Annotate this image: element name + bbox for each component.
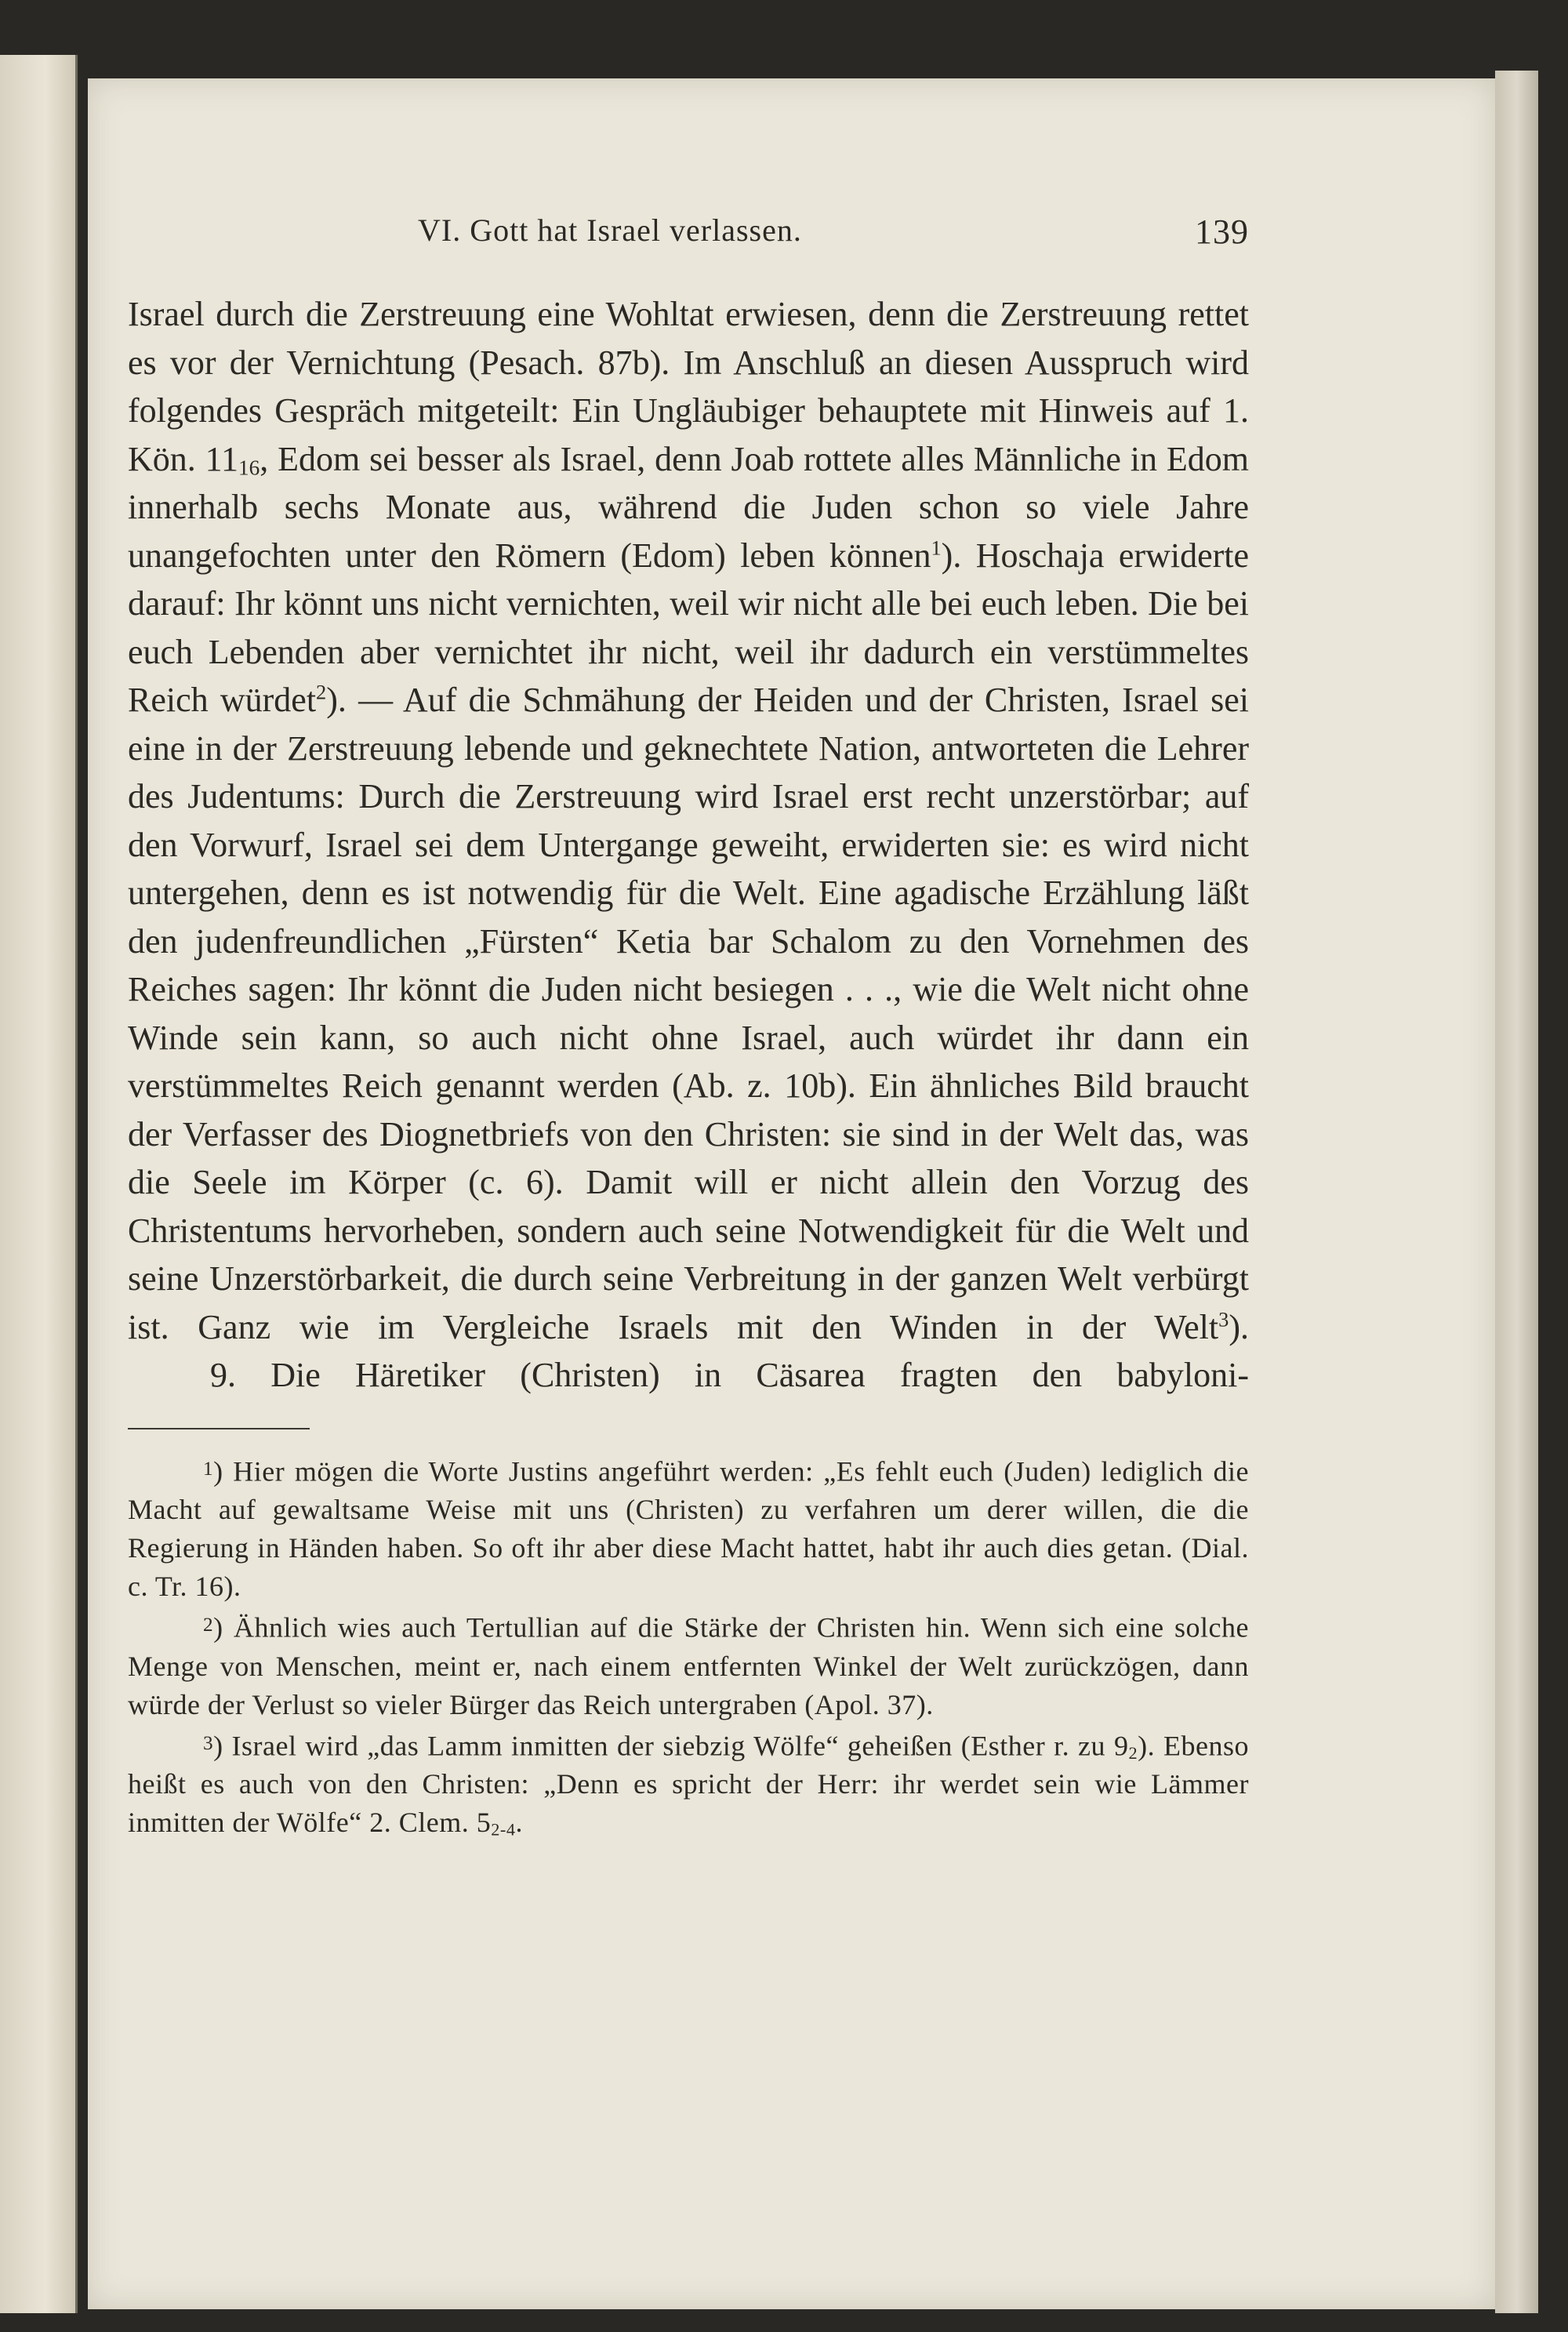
paragraph-1-part-e: ). <box>1229 1307 1249 1346</box>
footnote-1-mark: 1 <box>203 1458 214 1480</box>
verse-subscript: 16 <box>238 455 260 479</box>
footnote-3-text-a: ) Israel wird „das Lamm inmitten der siebzig Wölfe“ geheißen (Esther r. zu 9 <box>213 1730 1129 1762</box>
page-number: 139 <box>1195 212 1249 251</box>
footnote-3-subscript-a: 2 <box>1128 1742 1138 1763</box>
paragraph-1-part-b: , Edom sei besser als Israel, denn Joab rottete alles Männliche in Edom innerhalb sechs Monate aus, während die Juden schon so viele Jahre unangefochten unter den Römern (Edom) leben können <box>128 439 1249 575</box>
page-stack-edge <box>1495 71 1538 2313</box>
footnote-3-subscript-b: 2-4 <box>491 1819 516 1840</box>
page-content <box>128 212 1249 1842</box>
footnote-2-text: ) Ähnlich wies auch Tertullian auf die Stärke der Christen hin. Wenn sich eine solche Menge von Menschen, meint er, nach einem entfernten Winkel der Welt zurückzögen, dann würde der Verlust so vieler Bürger das Reich untergraben (Apol. 37). <box>128 1611 1249 1720</box>
footnote-3-mark: 3 <box>203 1732 214 1754</box>
running-title: VI. Gott hat Israel verlassen. <box>418 212 802 248</box>
running-header <box>128 212 1249 259</box>
footnote-ref-3: 3 <box>1218 1306 1229 1331</box>
footnote-2 <box>128 1606 1249 1724</box>
footnote-ref-1: 1 <box>931 535 942 559</box>
footnote-1-text: ) Hier mögen die Worte Justins angeführt werden: „Es fehlt euch (Juden) lediglich die Macht auf gewaltsame Weise mit uns (Christen) zu verfahren um derer willen, die die Regierung in Händen haben. So oft ihr aber diese Macht hattet, habt ihr auch dies getan. (Dial. c. Tr. 16). <box>128 1455 1249 1603</box>
paragraph-2: 9. Die Häretiker (Christen) in Cäsarea fragten den babyloni- <box>210 1356 1249 1394</box>
footnote-1 <box>128 1450 1249 1607</box>
footnote-ref-2: 2 <box>316 680 327 704</box>
paragraph-1-part-c: ). Hoschaja erwiderte darauf: Ihr könnt uns nicht vernichten, weil wir nicht alle bei euch leben. Die bei euch Lebenden aber vernichtet ihr nicht, weil ihr dadurch ein verstümmeltes Reich würdet <box>128 536 1250 719</box>
footnote-2-mark: 2 <box>203 1615 214 1636</box>
footnote-3-text-c: . <box>515 1807 523 1839</box>
paragraph-1 <box>128 290 1249 1351</box>
paragraph-1-part-a: Israel durch die Zerstreuung eine Wohltat erwiesen, denn die Zerstreuung rettet es vor der Vernichtung (Pesach. 87b). Im Anschluß an diesen Ausspruch wird folgendes Gespräch mitgeteilt: Ein Ungläubiger behauptete mit Hinweis auf 1. Kön. 11 <box>128 295 1249 478</box>
paragraph-1-part-d: ). — Auf die Schmähung der Heiden und der Christen, Israel sei eine in der Zerstreuung lebende und geknechtete Nation, antworteten die Lehrer des Judentums: Durch die Zerstreuung wird Israel erst recht unzerstörbar; auf den Vorwurf, Israel sei dem Untergange geweiht, erwiderten sie: es wird nicht untergehen, denn es ist notwendig für die Welt. Eine agadische Erzählung läßt den judenfreundlichen „Fürsten“ Ketia bar Schalom zu den Vornehmen des Reiches sagen: Ihr könnt die Juden nicht besiegen . . ., wie die Welt nicht ohne Winde sein kann, so auch nicht ohne Israel, auch würdet ihr dann ein verstümmeltes Reich genannt werden (Ab. z. 10b). Ein ähnliches Bild braucht der Verfasser des Diognetbriefs von den Christen: sie sind in der Welt das, was die Seele im Körper (c. 6). Damit will er nicht allein den Vorzug des Christentums hervorheben, sondern auch seine Notwendigkeit für die Welt und seine Unzerstörbarkeit, die durch seine Verbreitung in der ganzen Welt verbürgt ist. Ganz wie im Vergleiche Israels mit den Winden in der Welt <box>128 681 1249 1346</box>
footnote-rule <box>128 1428 310 1429</box>
footnotes <box>128 1450 1249 1843</box>
footnote-3-text-b: ). Ebenso heißt es auch von den Christen: „Denn es spricht der Herr: ihr werdet sein wie Lämmer inmitten der Wölfe“ 2. Clem. 5 <box>128 1730 1250 1839</box>
body-text <box>128 290 1249 1400</box>
facing-page-edge <box>0 55 78 2313</box>
footnote-3 <box>128 1724 1249 1843</box>
